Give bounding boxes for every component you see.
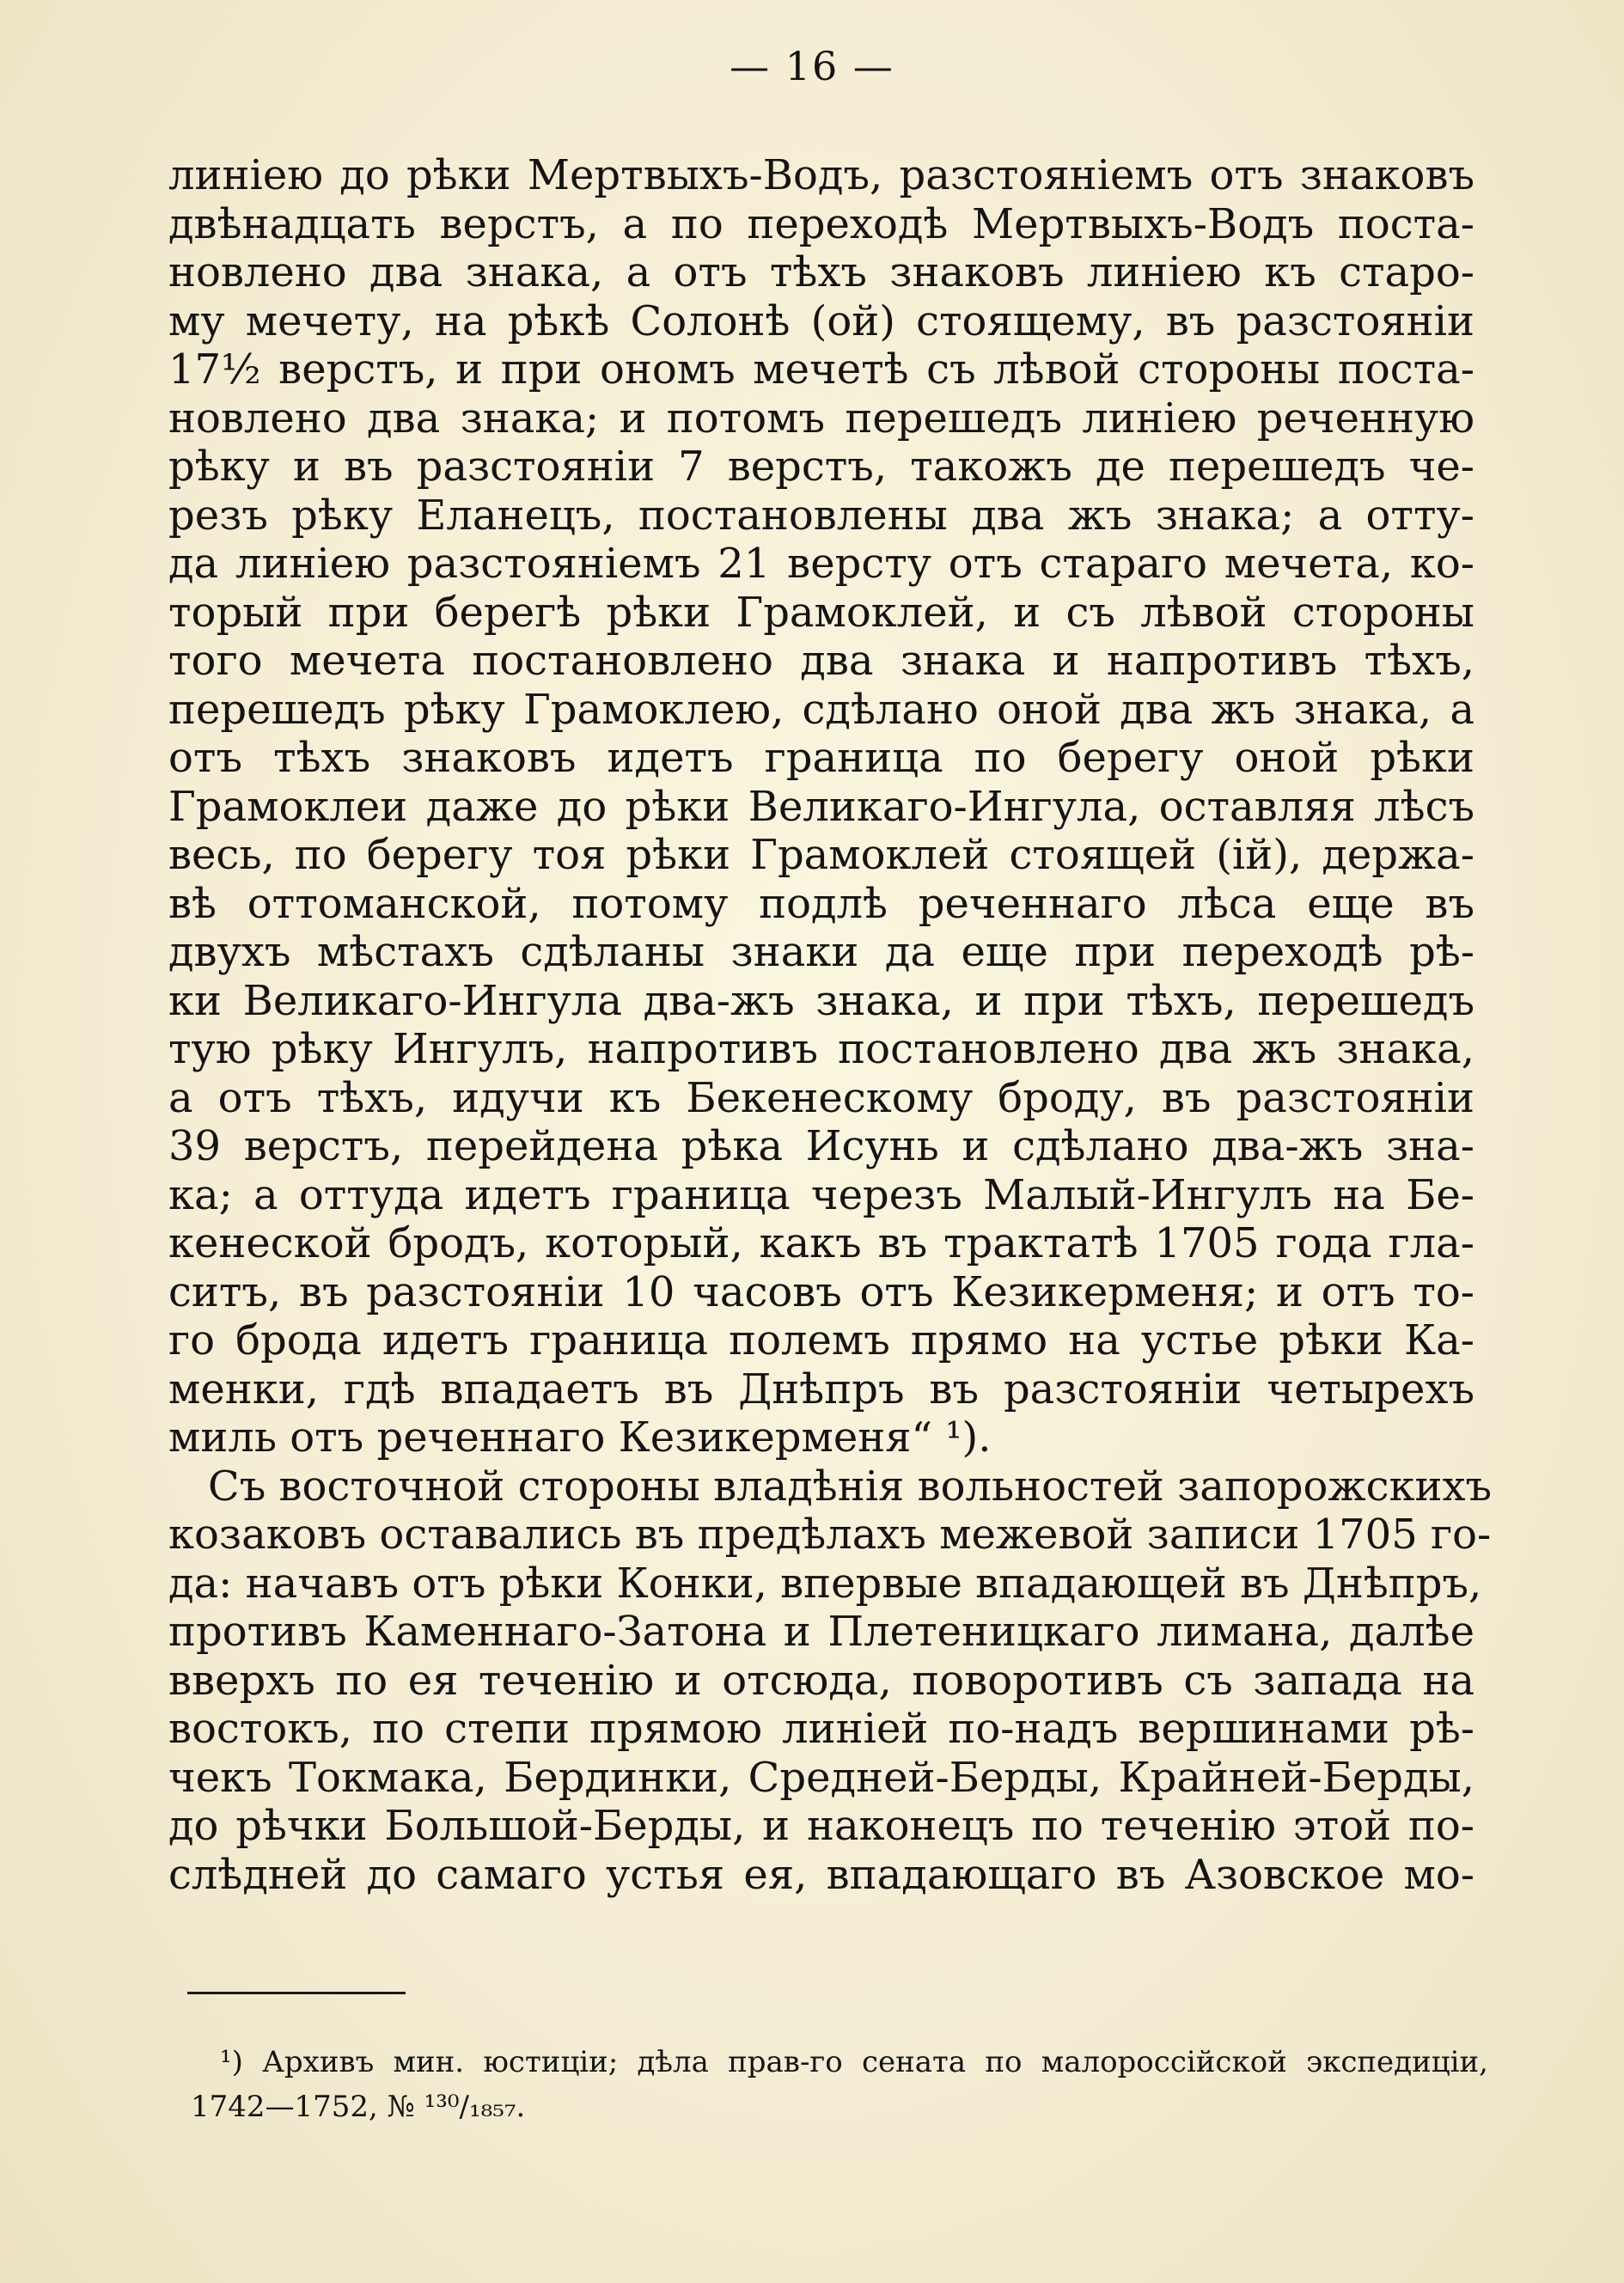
text-line: Съ восточной стороны владѣнія вольностей запорожскихъ (208, 1462, 1493, 1511)
body-text (168, 151, 1493, 1899)
text-line: миль отъ реченнаго Кезикерменя“ ¹). (168, 1413, 992, 1462)
text-line: козаковъ оставались въ предѣлахъ межевой записи 1705 го- (168, 1511, 1492, 1559)
text-line: 17½ верстъ, и при ономъ мечетѣ съ лѣвой стороны поста- (168, 345, 1474, 394)
text-line: Грамоклеи даже до рѣки Великаго-Ингула, оставляя лѣсъ (168, 782, 1474, 831)
text-line: новлено два знака; и потомъ перешедъ линіею реченную (168, 394, 1474, 443)
text-line: вверхъ по ея теченію и отсюда, поворотивъ съ запада на (168, 1656, 1474, 1705)
text-line: ка; а оттуда идетъ граница черезъ Малый-Ингулъ на Бе- (168, 1170, 1474, 1219)
text-line: 39 верстъ, перейдена рѣка Исунь и сдѣлано два-жъ зна- (168, 1122, 1474, 1170)
text-line: да: начавъ отъ рѣки Конки, впервые впадающей въ Днѣпръ, (168, 1559, 1482, 1608)
text-line: слѣдней до самаго устья ея, впадающаго въ Азовское мо- (168, 1850, 1474, 1899)
text-line: му мечету, на рѣкѣ Солонѣ (ой) стоящему, въ разстояніи (168, 296, 1474, 345)
text-line: перешедъ рѣку Грамоклею, сдѣлано оной два жъ знака, а (168, 685, 1474, 734)
text-line: тую рѣку Ингулъ, напротивъ постановлено два жъ знака, (168, 1025, 1474, 1073)
text-line: го брода идетъ граница полемъ прямо на устье рѣки Ка- (168, 1316, 1474, 1364)
text-line: торый при берегѣ рѣки Грамоклей, и съ лѣвой стороны (168, 588, 1474, 637)
text-line: менки, гдѣ впадаетъ въ Днѣпръ въ разстояніи четырехъ (168, 1364, 1474, 1413)
text-line: линіею до рѣки Мертвыхъ-Водъ, разстояніемъ отъ знаковъ (168, 151, 1474, 199)
text-line: противъ Каменнаго-Затона и Плетеницкаго лимана, далѣе (168, 1608, 1474, 1656)
text-line: востокъ, по степи прямою линіей по-надъ вершинами рѣ- (168, 1705, 1474, 1753)
footnote-line: ¹) Архивъ мин. юстиціи; дѣла прав-го сената по малороссійской экспедиціи, (220, 2045, 1488, 2079)
text-line: отъ тѣхъ знаковъ идетъ граница по берегу оной рѣки (168, 734, 1474, 782)
text-line: до рѣчки Большой-Берды, и наконецъ по теченію этой по- (168, 1802, 1474, 1850)
page-number: — 16 — (730, 43, 894, 89)
text-line: рѣку и въ разстояніи 7 верстъ, такожъ де перешедъ че- (168, 443, 1474, 491)
text-line: вѣ оттоманской, потому подлѣ реченнаго лѣса еще въ (168, 879, 1474, 928)
text-line: кенеской бродъ, который, какъ въ трактатѣ 1705 года гла- (168, 1219, 1474, 1267)
text-line: а отъ тѣхъ, идучи къ Бекенескому броду, въ разстояніи (168, 1073, 1474, 1122)
footnote-line: 1742—1752, № ¹³⁰/₁₈₅₇. (191, 2090, 526, 2124)
text-line: того мечета постановлено два знака и напротивъ тѣхъ, (168, 637, 1474, 685)
text-line: двухъ мѣстахъ сдѣланы знаки да еще при переходѣ рѣ- (168, 928, 1474, 976)
text-line: да линіею разстояніемъ 21 версту отъ стараго мечета, ко- (168, 540, 1474, 588)
text-line: резъ рѣку Еланецъ, постановлены два жъ знака; а отту- (168, 491, 1474, 540)
text-line: весь, по берегу тоя рѣки Грамоклей стоящей (ій), держа- (168, 831, 1474, 879)
text-line: новлено два знака, а отъ тѣхъ знаковъ линіею къ старо- (168, 248, 1474, 296)
footnote (191, 2040, 1488, 2129)
text-line: двѣнадцать верстъ, а по переходѣ Мертвыхъ-Водъ поста- (168, 199, 1474, 248)
footnote-separator (187, 1992, 406, 1994)
text-line: ки Великаго-Ингула два-жъ знака, и при тѣхъ, перешедъ (168, 976, 1474, 1025)
text-line: чекъ Токмака, Бердинки, Средней-Берды, Крайней-Берды, (168, 1753, 1474, 1802)
text-line: ситъ, въ разстояніи 10 часовъ отъ Кезикерменя; и отъ то- (168, 1267, 1474, 1316)
